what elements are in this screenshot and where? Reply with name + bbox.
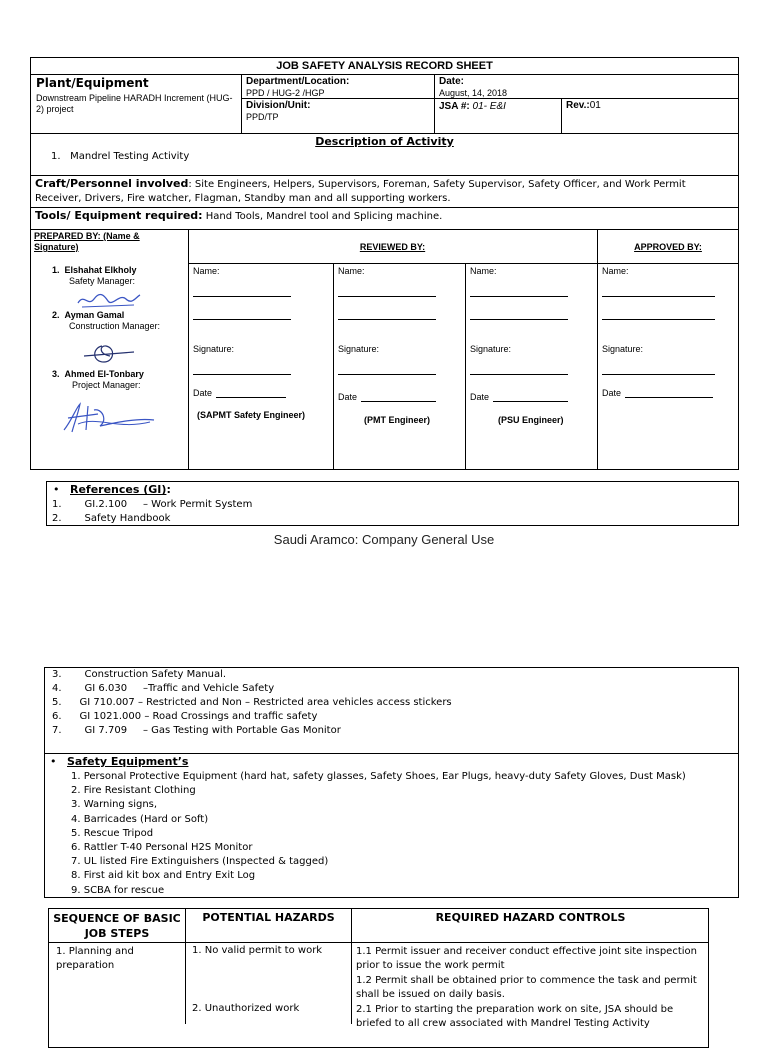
col-hazard-controls: REQUIRED HAZARD CONTROLS	[435, 911, 626, 924]
safety-item: 5. Rescue Tripod	[71, 827, 154, 839]
safety-equipment-list	[71, 770, 686, 898]
safety-item: 2. Fire Resistant Clothing	[71, 785, 196, 797]
jsa-label: JSA #:	[439, 101, 470, 112]
preparer-3-signature	[58, 400, 158, 436]
reference-5: 5. GI 710.007 – Restricted and Non – Restricted area vehicles access stickers	[52, 697, 452, 708]
rev-value: 01	[589, 100, 601, 111]
reviewed-by-header: REVIEWED BY:	[359, 242, 426, 252]
date-value: August, 14, 2018	[439, 88, 508, 98]
craft-personnel	[35, 177, 735, 206]
reference-4: 4. GI 6.030 –Traffic and Vehicle Safety	[52, 683, 275, 694]
tools-text: Hand Tools, Mandrel tool and Splicing machine.	[205, 211, 443, 222]
reviewer-2-role: (PMT Engineer)	[364, 415, 431, 425]
safety-item: 9. SCBA for rescue	[71, 884, 165, 896]
classification-footer: Saudi Aramco: Company General Use	[273, 532, 495, 547]
division-label: Division/Unit:	[246, 100, 311, 111]
division-value: PPD/TP	[246, 112, 279, 122]
craft-label: Craft/Personnel involved	[35, 177, 189, 190]
reference-7: 7. GI 7.709 – Gas Testing with Portable Gas Monitor	[52, 725, 341, 736]
job-step-1: 1. Planning and preparation	[56, 946, 134, 971]
safety-item: 8. First aid kit box and Entry Exit Log	[71, 870, 256, 882]
reference-1: 1. GI.2.100 – Work Permit System	[52, 499, 253, 510]
reviewer-2-name-label: Name:	[338, 266, 365, 276]
reference-6: 6. GI 1021.000 – Road Crossings and traffic safety	[52, 711, 318, 722]
safety-item: 3. Warning signs,	[71, 799, 158, 811]
reviewer-1-name-label: Name:	[193, 266, 220, 276]
preparer-2: 2. Ayman Gamal Construction Manager:	[52, 310, 161, 331]
preparer-1: 1. Elshahat Elkholy Safety Manager:	[52, 265, 137, 286]
safety-equipment-heading: • Safety Equipment’s	[50, 755, 189, 768]
plant-label: Plant/Equipment	[36, 76, 149, 90]
control-2-1: 2.1 Prior to starting the preparation work on site, JSA should be briefed to all crew associated with Mandrel Testing Activity	[356, 1004, 674, 1029]
department-label: Department/Location:	[246, 76, 350, 87]
safety-item: 7. UL listed Fire Extinguishers (Inspected & tagged)	[71, 856, 329, 868]
safety-item: 6. Rattler T-40 Personal H2S Monitor	[71, 842, 253, 854]
preparer-2-signature	[80, 340, 140, 368]
tools-equipment	[35, 209, 442, 222]
reviewer-2-signature-label: Signature:	[338, 344, 380, 354]
approved-by-header: APPROVED BY:	[634, 242, 702, 252]
activity-heading: Description of Activity	[315, 135, 454, 148]
control-1-1: 1.1 Permit issuer and receiver conduct effective joint site inspection prior to issue the work permit	[356, 946, 697, 971]
department-value: PPD / HUG-2 /HGP	[246, 88, 325, 98]
reviewer-1-signature-label: Signature:	[193, 344, 235, 354]
tools-label: Tools/ Equipment required:	[35, 209, 203, 222]
reviewer-3-signature-label: Signature:	[470, 344, 512, 354]
sheet-title: JOB SAFETY ANALYSIS RECORD SHEET	[276, 60, 493, 72]
reference-2: 2. Safety Handbook	[52, 513, 171, 524]
reviewer-1-role: (SAPMT Safety Engineer)	[197, 410, 306, 420]
activity-item: 1. Mandrel Testing Activity	[51, 151, 190, 162]
preparer-1-signature	[74, 289, 144, 311]
reviewer-3-name-label: Name:	[470, 266, 497, 276]
revision	[566, 100, 601, 111]
reference-3: 3. Construction Safety Manual.	[52, 669, 227, 680]
plant-value: Downstream Pipeline HARADH Increment (HUG-2) project	[36, 93, 233, 114]
approver-date-label: Date	[602, 388, 622, 398]
preparer-3: 3. Ahmed El-Tonbary Project Manager:	[52, 369, 144, 390]
col-potential-hazards: POTENTIAL HAZARDS	[202, 911, 335, 924]
jsa-value: 01- E&I	[472, 101, 506, 112]
hazard-1: 1. No valid permit to work	[192, 945, 323, 956]
rev-label: Rev.:	[566, 100, 590, 111]
approver-name-label: Name:	[602, 266, 629, 276]
safety-item: 4. Barricades (Hard or Soft)	[71, 813, 209, 825]
hazard-2: 2. Unauthorized work	[192, 1003, 300, 1014]
reviewer-2-date-label: Date	[338, 392, 358, 402]
safety-item: 1. Personal Protective Equipment (hard hat, safety glasses, Safety Shoes, Ear Plugs, heavy-duty Safety Gloves, Dust Mask)	[71, 771, 686, 782]
prepared-by-header: PREPARED BY: (Name & Signature)	[34, 231, 140, 252]
jsa-number	[439, 101, 506, 112]
date-label: Date:	[439, 76, 465, 87]
reviewer-1-date-label: Date	[193, 388, 213, 398]
reviewer-3-role: (PSU Engineer)	[498, 415, 564, 425]
col-job-steps: SEQUENCE OF BASIC JOB STEPS	[53, 912, 181, 940]
reviewer-3-date-label: Date	[470, 392, 490, 402]
control-1-2: 1.2 Permit shall be obtained prior to commence the task and permit shall be issued on daily basis.	[356, 975, 697, 1000]
references-heading: • References (GI):	[53, 483, 171, 496]
approver-signature-label: Signature:	[602, 344, 644, 354]
craft-text: : Site Engineers, Helpers, Supervisors, Foreman, Safety Supervisor, Safety Officer, and Work Permit Receiver, Drivers, Fire watcher, Flagman, Standby man and all supporting workers.	[35, 179, 686, 204]
